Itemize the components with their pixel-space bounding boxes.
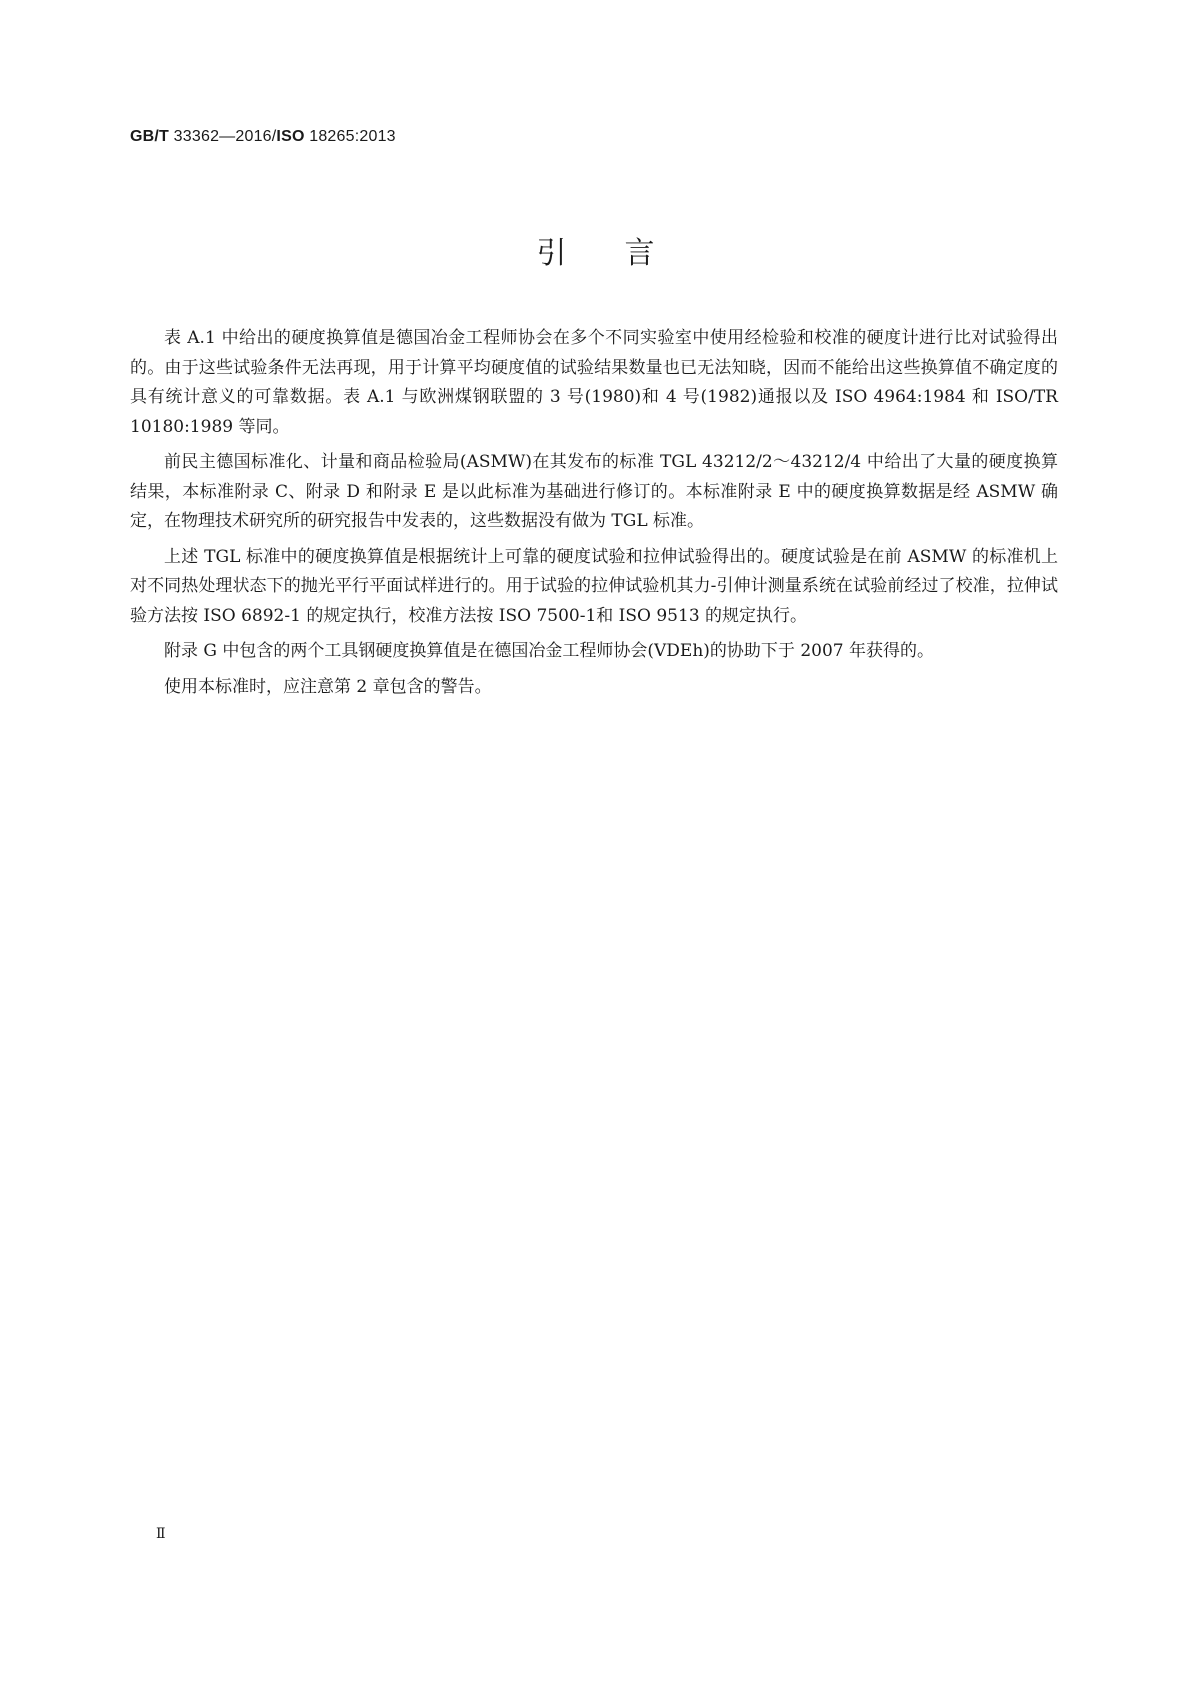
paragraph: 使用本标准时，应注意第 2 章包含的警告。	[164, 676, 492, 697]
header-code-part: GB/T	[130, 128, 170, 145]
paragraph: 附录 G 中包含的两个工具钢硬度换算值是在德国冶金工程师协会(VDEh)的协助下于 2007 年获得的。	[164, 641, 934, 661]
header-code-part: ISO	[276, 128, 305, 145]
paragraph: 上述 TGL 标准中的硬度换算值是根据统计上可靠的硬度试验和拉伸试验得出的。硬度试验是在前 ASMW 的标准机上对不同热处理状态下的抛光平行平面试样进行的。用于试验的拉伸试验机其力-引伸计测量系统在试验前经过了校准，拉伸试验方法按 ISO 6892-1 的规定执行，校准方法按 ISO 7500-1和 ISO 9513 的规定执行。	[130, 546, 1058, 626]
document-code-header	[130, 128, 396, 146]
page-number: Ⅱ	[156, 1526, 166, 1542]
header-code-part: 18265:2013	[304, 128, 396, 145]
introduction-body	[130, 324, 1058, 708]
paragraph: 表 A.1 中给出的硬度换算值是德国冶金工程师协会在多个不同实验室中使用经检验和校准的硬度计进行比对试验得出的。由于这些试验条件无法再现，用于计算平均硬度值的试验结果数量也已无法知晓，因而不能给出这些换算值不确定度的具有统计意义的可靠数据。表 A.1 与欧洲煤钢联盟的 3 号(1980)和 4 号(1982)通报以及 ISO 4964:1984 和 ISO/TR 10180:1989 等同。	[130, 328, 1058, 437]
header-code-part: 33362—2016/	[169, 128, 277, 145]
paragraph: 前民主德国标准化、计量和商品检验局(ASMW)在其发布的标准 TGL 43212/2～43212/4 中给出了大量的硬度换算结果，本标准附录 C、附录 D 和附录 E 是以此标准为基础进行修订的。本标准附录 E 中的硬度换算数据是经 ASMW 确定，在物理技术研究所的研究报告中发表的，这些数据没有做为 TGL 标准。	[130, 452, 1058, 531]
section-title: 引言	[536, 236, 713, 271]
